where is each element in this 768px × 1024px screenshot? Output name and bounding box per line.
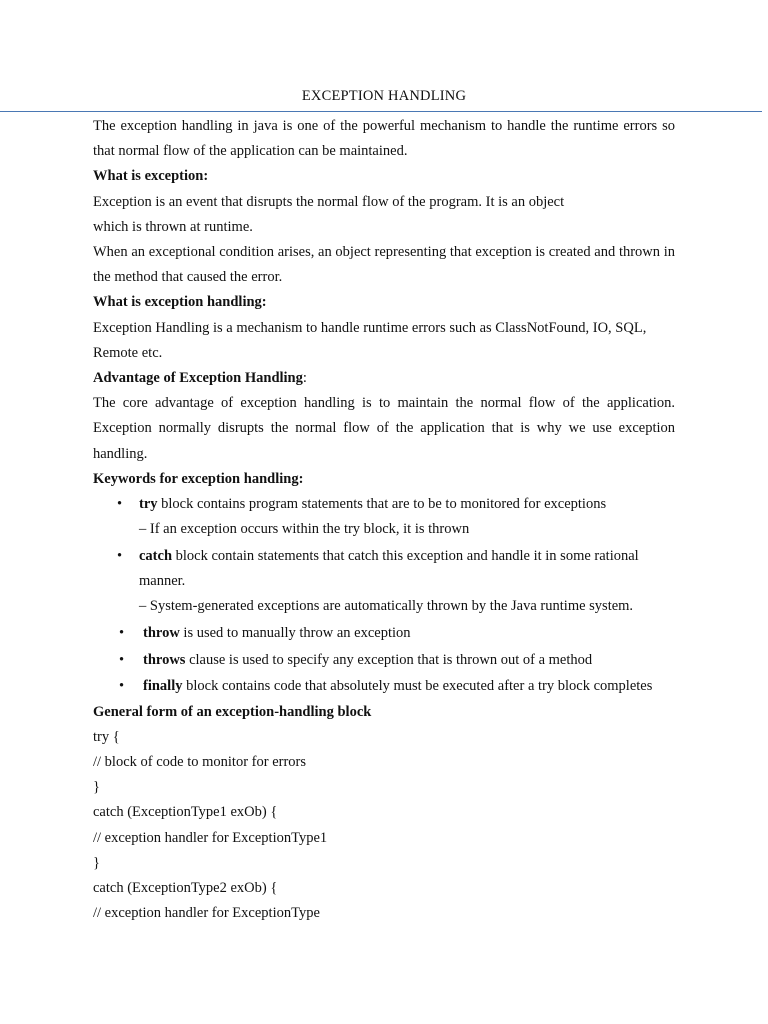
keyword-throw: throw	[143, 625, 180, 642]
what-is-handling-heading: What is exception handling:	[93, 294, 267, 311]
code-line: }	[93, 854, 100, 871]
keyword-throws-description: clause is used to specify any exception that is thrown out of a method	[185, 651, 593, 668]
keyword-catch-note: – System-generated exceptions are automatically thrown by the Java runtime system.	[139, 598, 634, 615]
keyword-try-note: – If an exception occurs within the try block, it is thrown	[139, 521, 470, 538]
intro-paragraph: The exception handling in java is one of the powerful mechanism to handle the runtime errors so that normal flow of the application can be maintained.	[93, 118, 675, 160]
list-item-catch	[93, 544, 675, 620]
advantage-heading: Advantage of Exception Handling	[93, 370, 303, 387]
keyword-finally-description: block contains code that absolutely must be executed after a try block completes	[182, 678, 653, 695]
what-is-exception-heading: What is exception:	[93, 168, 209, 185]
list-item-try	[93, 492, 675, 542]
page-title: EXCEPTION HANDLING	[301, 88, 467, 104]
bullet-icon: •	[117, 547, 123, 564]
code-line: // block of code to monitor for errors	[93, 754, 307, 771]
code-line: // exception handler for ExceptionType	[93, 905, 320, 922]
bullet-icon: •	[119, 625, 125, 642]
exception-definition-line-1: Exception is an event that disrupts the normal flow of the program. It is an object	[93, 193, 565, 210]
header-rule	[0, 111, 762, 112]
exception-condition-paragraph: When an exceptional condition arises, an object representing that exception is created and thrown in the method that caused the error.	[93, 244, 675, 286]
keyword-try-description: block contains program statements that are to be to monitored for exceptions	[157, 496, 607, 513]
list-item-finally	[93, 674, 675, 699]
advantage-paragraph: The core advantage of exception handling is to maintain the normal flow of the application. Exception normally disrupts the normal flow of the application that is why we use exception handling.	[93, 395, 675, 462]
code-line: // exception handler for ExceptionType1	[93, 829, 328, 846]
code-line: }	[93, 779, 100, 796]
general-form-heading: General form of an exception-handling block	[93, 703, 372, 720]
keyword-try: try	[139, 496, 158, 513]
code-block	[93, 725, 675, 927]
list-item-throws	[93, 648, 675, 673]
bullet-icon: •	[117, 496, 123, 513]
bullet-icon: •	[119, 678, 125, 695]
handling-definition-paragraph: Exception Handling is a mechanism to handle runtime errors such as ClassNotFound, IO, SQL, Remote etc.	[93, 319, 647, 361]
keywords-list	[93, 492, 675, 700]
document-body	[93, 114, 675, 927]
exception-definition-line-2: which is thrown at runtime.	[93, 218, 253, 235]
code-line: try {	[93, 728, 120, 745]
code-line: catch (ExceptionType1 exOb) {	[93, 804, 278, 821]
keyword-catch: catch	[139, 547, 173, 564]
advantage-heading-line	[93, 366, 675, 391]
keyword-throws: throws	[143, 651, 186, 668]
keywords-heading: Keywords for exception handling:	[93, 470, 304, 487]
bullet-icon: •	[119, 651, 125, 668]
code-line: catch (ExceptionType2 exOb) {	[93, 880, 278, 897]
advantage-heading-colon: :	[302, 370, 307, 387]
list-item-throw	[93, 621, 675, 646]
keyword-throw-description: is used to manually throw an exception	[179, 625, 411, 642]
keyword-finally: finally	[143, 678, 183, 695]
keyword-catch-description: block contain statements that catch this exception and handle it in some rational manner.	[139, 547, 639, 590]
